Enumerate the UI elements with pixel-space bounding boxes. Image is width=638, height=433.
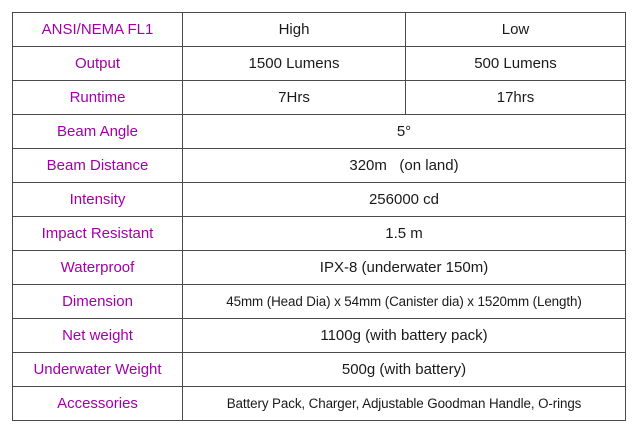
runtime-label: Runtime bbox=[13, 81, 183, 115]
impact-resistant-value: 1.5 m bbox=[183, 217, 626, 251]
header-label-cell: ANSI/NEMA FL1 bbox=[13, 13, 183, 47]
table-row-intensity bbox=[13, 183, 626, 217]
table-row-output bbox=[13, 47, 626, 81]
net-weight-label: Net weight bbox=[13, 319, 183, 353]
header-high-cell: High bbox=[183, 13, 406, 47]
table-row-net-weight bbox=[13, 319, 626, 353]
dimension-label: Dimension bbox=[13, 285, 183, 319]
underwater-weight-label: Underwater Weight bbox=[13, 353, 183, 387]
beam-angle-value: 5° bbox=[183, 115, 626, 149]
runtime-low-value: 17hrs bbox=[406, 81, 626, 115]
net-weight-value: 1100g (with battery pack) bbox=[183, 319, 626, 353]
runtime-high-value: 7Hrs bbox=[183, 81, 406, 115]
beam-distance-label: Beam Distance bbox=[13, 149, 183, 183]
output-high-value: 1500 Lumens bbox=[183, 47, 406, 81]
table-row-header bbox=[13, 13, 626, 47]
beam-angle-label: Beam Angle bbox=[13, 115, 183, 149]
table-row-runtime bbox=[13, 81, 626, 115]
header-low-cell: Low bbox=[406, 13, 626, 47]
intensity-value: 256000 cd bbox=[183, 183, 626, 217]
intensity-label: Intensity bbox=[13, 183, 183, 217]
dimension-value: 45mm (Head Dia) x 54mm (Canister dia) x 1520mm (Length) bbox=[183, 285, 626, 319]
impact-resistant-label: Impact Resistant bbox=[13, 217, 183, 251]
beam-distance-value: 320m (on land) bbox=[183, 149, 626, 183]
table-row-waterproof bbox=[13, 251, 626, 285]
accessories-label: Accessories bbox=[13, 387, 183, 421]
waterproof-label: Waterproof bbox=[13, 251, 183, 285]
underwater-weight-value: 500g (with battery) bbox=[183, 353, 626, 387]
table-row-impact-resistant bbox=[13, 217, 626, 251]
table-row-beam-angle bbox=[13, 115, 626, 149]
table-row-underwater-weight bbox=[13, 353, 626, 387]
output-label: Output bbox=[13, 47, 183, 81]
table-row-accessories bbox=[13, 387, 626, 421]
accessories-value: Battery Pack, Charger, Adjustable Goodman Handle, O-rings bbox=[183, 387, 626, 421]
table-row-beam-distance bbox=[13, 149, 626, 183]
table-row-dimension bbox=[13, 285, 626, 319]
specifications-table bbox=[12, 12, 626, 421]
waterproof-value: IPX-8 (underwater 150m) bbox=[183, 251, 626, 285]
output-low-value: 500 Lumens bbox=[406, 47, 626, 81]
